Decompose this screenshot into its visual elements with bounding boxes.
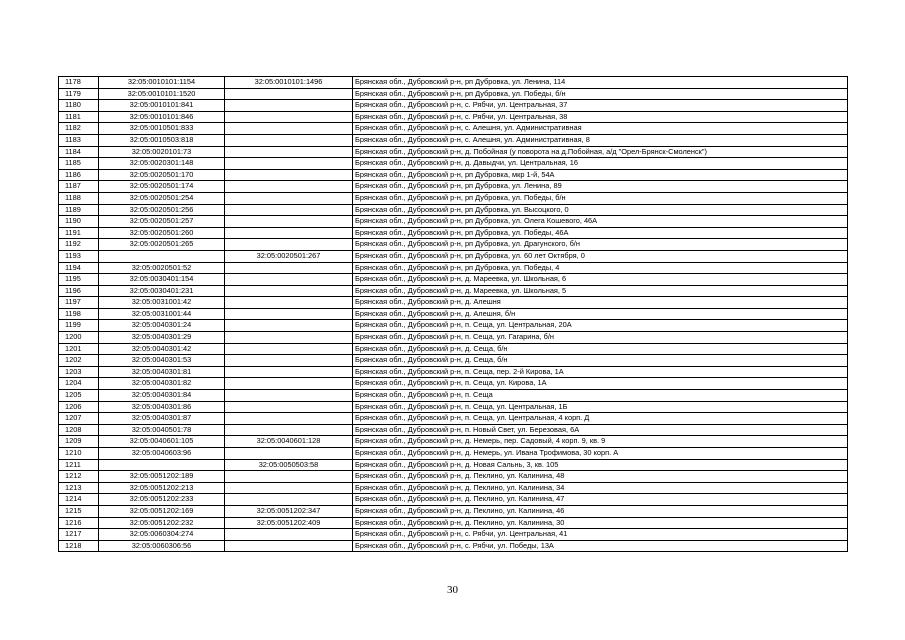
row-number-cell: 1200 <box>59 332 99 344</box>
cadastral-number-cell: 32:05:0010101:841 <box>99 100 225 112</box>
address-cell: Брянская обл., Дубровский р-н, с. Рябчи, ул. Победы, 13А <box>353 540 848 552</box>
linked-cadastral-number-cell: 32:05:0040601:128 <box>225 436 353 448</box>
row-number-cell: 1195 <box>59 274 99 286</box>
linked-cadastral-number-cell <box>225 227 353 239</box>
row-number-cell: 1214 <box>59 494 99 506</box>
cadastral-number-cell: 32:05:0010501:833 <box>99 123 225 135</box>
address-cell: Брянская обл., Дубровский р-н, рп Дубровка, ул. 60 лет Октября, 0 <box>353 250 848 262</box>
property-register-table <box>58 76 848 552</box>
cadastral-number-cell: 32:05:0040301:82 <box>99 378 225 390</box>
table-row <box>59 192 848 204</box>
row-number-cell: 1184 <box>59 146 99 158</box>
linked-cadastral-number-cell <box>225 355 353 367</box>
cadastral-number-cell: 32:05:0020501:260 <box>99 227 225 239</box>
linked-cadastral-number-cell <box>225 529 353 541</box>
address-cell: Брянская обл., Дубровский р-н, д. Пеклино, ул. Калинина, 46 <box>353 505 848 517</box>
cadastral-number-cell: 32:05:0060306:56 <box>99 540 225 552</box>
address-cell: Брянская обл., Дубровский р-н, д. Пеклино, ул. Калинина, 34 <box>353 482 848 494</box>
linked-cadastral-number-cell: 32:05:0050503:58 <box>225 459 353 471</box>
table-row <box>59 448 848 460</box>
row-number-cell: 1190 <box>59 216 99 228</box>
linked-cadastral-number-cell: 32:05:0020501:267 <box>225 250 353 262</box>
cadastral-number-cell: 32:05:0040601:105 <box>99 436 225 448</box>
cadastral-number-cell: 32:05:0040301:87 <box>99 413 225 425</box>
table-row <box>59 239 848 251</box>
cadastral-number-cell: 32:05:0051202:232 <box>99 517 225 529</box>
table-row <box>59 227 848 239</box>
row-number-cell: 1216 <box>59 517 99 529</box>
linked-cadastral-number-cell <box>225 308 353 320</box>
table-row <box>59 181 848 193</box>
address-cell: Брянская обл., Дубровский р-н, рп Дубровка, ул. Победы, б/н <box>353 192 848 204</box>
table-row <box>59 332 848 344</box>
address-cell: Брянская обл., Дубровский р-н, рп Дубровка, мкр 1-й, 54А <box>353 169 848 181</box>
address-cell: Брянская обл., Дубровский р-н, с. Рябчи, ул. Центральная, 41 <box>353 529 848 541</box>
address-cell: Брянская обл., Дубровский р-н, д. Алешня, б/н <box>353 308 848 320</box>
linked-cadastral-number-cell <box>225 482 353 494</box>
table-row <box>59 88 848 100</box>
table-row <box>59 134 848 146</box>
row-number-cell: 1208 <box>59 424 99 436</box>
cadastral-number-cell: 32:05:0031001:44 <box>99 308 225 320</box>
address-cell: Брянская обл., Дубровский р-н, рп Дубровка, ул. Победы, б/н <box>353 88 848 100</box>
linked-cadastral-number-cell: 32:05:0051202:409 <box>225 517 353 529</box>
address-cell: Брянская обл., Дубровский р-н, д. Немерь, ул. Ивана Трофимова, 30 корп. А <box>353 448 848 460</box>
linked-cadastral-number-cell <box>225 204 353 216</box>
table-row <box>59 216 848 228</box>
cadastral-number-cell: 32:05:0051202:189 <box>99 471 225 483</box>
table-row <box>59 505 848 517</box>
linked-cadastral-number-cell <box>225 448 353 460</box>
cadastral-number-cell: 32:05:0040301:84 <box>99 390 225 402</box>
address-cell: Брянская обл., Дубровский р-н, д. Алешня <box>353 297 848 309</box>
table-row <box>59 378 848 390</box>
address-cell: Брянская обл., Дубровский р-н, д. Пеклино, ул. Калинина, 48 <box>353 471 848 483</box>
row-number-cell: 1178 <box>59 77 99 89</box>
row-number-cell: 1202 <box>59 355 99 367</box>
linked-cadastral-number-cell <box>225 332 353 344</box>
linked-cadastral-number-cell <box>225 390 353 402</box>
table-row <box>59 517 848 529</box>
row-number-cell: 1207 <box>59 413 99 425</box>
table-row <box>59 274 848 286</box>
cadastral-number-cell: 32:05:0010101:846 <box>99 111 225 123</box>
linked-cadastral-number-cell <box>225 413 353 425</box>
linked-cadastral-number-cell <box>225 424 353 436</box>
linked-cadastral-number-cell <box>225 320 353 332</box>
linked-cadastral-number-cell <box>225 134 353 146</box>
linked-cadastral-number-cell <box>225 285 353 297</box>
cadastral-number-cell: 32:05:0010503:818 <box>99 134 225 146</box>
row-number-cell: 1206 <box>59 401 99 413</box>
table-row <box>59 146 848 158</box>
row-number-cell: 1210 <box>59 448 99 460</box>
row-number-cell: 1185 <box>59 158 99 170</box>
address-cell: Брянская обл., Дубровский р-н, рп Дубровка, ул. Драгунского, б/н <box>353 239 848 251</box>
cadastral-number-cell: 32:05:0030401:154 <box>99 274 225 286</box>
linked-cadastral-number-cell <box>225 123 353 135</box>
row-number-cell: 1188 <box>59 192 99 204</box>
row-number-cell: 1205 <box>59 390 99 402</box>
row-number-cell: 1193 <box>59 250 99 262</box>
row-number-cell: 1181 <box>59 111 99 123</box>
cadastral-number-cell: 32:05:0020501:254 <box>99 192 225 204</box>
row-number-cell: 1196 <box>59 285 99 297</box>
table-row <box>59 320 848 332</box>
row-number-cell: 1204 <box>59 378 99 390</box>
cadastral-number-cell: 32:05:0030401:231 <box>99 285 225 297</box>
linked-cadastral-number-cell <box>225 192 353 204</box>
linked-cadastral-number-cell <box>225 471 353 483</box>
address-cell: Брянская обл., Дубровский р-н, п. Новый Свет, ул. Березовая, 6А <box>353 424 848 436</box>
linked-cadastral-number-cell <box>225 366 353 378</box>
row-number-cell: 1218 <box>59 540 99 552</box>
address-cell: Брянская обл., Дубровский р-н, с. Алешня, ул. Административная, 8 <box>353 134 848 146</box>
linked-cadastral-number-cell <box>225 494 353 506</box>
table-row <box>59 471 848 483</box>
table-row <box>59 436 848 448</box>
table-row <box>59 343 848 355</box>
row-number-cell: 1211 <box>59 459 99 471</box>
cadastral-number-cell: 32:05:0040501:78 <box>99 424 225 436</box>
cadastral-number-cell: 32:05:0031001:42 <box>99 297 225 309</box>
row-number-cell: 1198 <box>59 308 99 320</box>
page-number: 30 <box>447 584 458 596</box>
row-number-cell: 1209 <box>59 436 99 448</box>
row-number-cell: 1179 <box>59 88 99 100</box>
cadastral-number-cell <box>99 459 225 471</box>
table-row <box>59 77 848 89</box>
cadastral-number-cell: 32:05:0040301:81 <box>99 366 225 378</box>
table-row <box>59 308 848 320</box>
row-number-cell: 1187 <box>59 181 99 193</box>
table-row <box>59 100 848 112</box>
linked-cadastral-number-cell <box>225 88 353 100</box>
linked-cadastral-number-cell <box>225 274 353 286</box>
linked-cadastral-number-cell <box>225 540 353 552</box>
address-cell: Брянская обл., Дубровский р-н, д. Сеща, б/н <box>353 355 848 367</box>
linked-cadastral-number-cell <box>225 343 353 355</box>
cadastral-number-cell: 32:05:0020501:257 <box>99 216 225 228</box>
register-table-body <box>59 77 848 552</box>
address-cell: Брянская обл., Дубровский р-н, д. Немерь, пер. Садовый, 4 корп. 9, кв. 9 <box>353 436 848 448</box>
table-row <box>59 169 848 181</box>
row-number-cell: 1180 <box>59 100 99 112</box>
linked-cadastral-number-cell <box>225 262 353 274</box>
row-number-cell: 1186 <box>59 169 99 181</box>
cadastral-number-cell: 32:05:0040603:96 <box>99 448 225 460</box>
linked-cadastral-number-cell <box>225 158 353 170</box>
linked-cadastral-number-cell <box>225 100 353 112</box>
row-number-cell: 1201 <box>59 343 99 355</box>
address-cell: Брянская обл., Дубровский р-н, д. Мареевка, ул. Школьная, 5 <box>353 285 848 297</box>
cadastral-number-cell: 32:05:0040301:29 <box>99 332 225 344</box>
row-number-cell: 1217 <box>59 529 99 541</box>
table-row <box>59 540 848 552</box>
row-number-cell: 1215 <box>59 505 99 517</box>
cadastral-number-cell: 32:05:0040301:53 <box>99 355 225 367</box>
address-cell: Брянская обл., Дубровский р-н, п. Сеща, ул. Центральная, 1Б <box>353 401 848 413</box>
cadastral-number-cell: 32:05:0020501:174 <box>99 181 225 193</box>
address-cell: Брянская обл., Дубровский р-н, д. Новая Сальнь, 3, кв. 105 <box>353 459 848 471</box>
table-row <box>59 494 848 506</box>
cadastral-number-cell: 32:05:0010101:1154 <box>99 77 225 89</box>
linked-cadastral-number-cell <box>225 401 353 413</box>
row-number-cell: 1199 <box>59 320 99 332</box>
table-row <box>59 401 848 413</box>
cadastral-number-cell: 32:05:0020501:52 <box>99 262 225 274</box>
address-cell: Брянская обл., Дубровский р-н, рп Дубровка, ул. Высоцкого, 0 <box>353 204 848 216</box>
address-cell: Брянская обл., Дубровский р-н, д. Побойная (у поворота на д.Побойная, а/д "Орел-Брянск-Смоленск") <box>353 146 848 158</box>
linked-cadastral-number-cell: 32:05:0010101:1496 <box>225 77 353 89</box>
address-cell: Брянская обл., Дубровский р-н, рп Дубровка, ул. Олега Кошевого, 46А <box>353 216 848 228</box>
table-row <box>59 123 848 135</box>
cadastral-number-cell: 32:05:0020501:265 <box>99 239 225 251</box>
table-row <box>59 158 848 170</box>
address-cell: Брянская обл., Дубровский р-н, п. Сеща, ул. Центральная, 4 корп. Д <box>353 413 848 425</box>
cadastral-number-cell: 32:05:0020501:170 <box>99 169 225 181</box>
table-row <box>59 285 848 297</box>
address-cell: Брянская обл., Дубровский р-н, д. Пеклино, ул. Калинина, 30 <box>353 517 848 529</box>
address-cell: Брянская обл., Дубровский р-н, д. Пеклино, ул. Калинина, 47 <box>353 494 848 506</box>
row-number-cell: 1189 <box>59 204 99 216</box>
address-cell: Брянская обл., Дубровский р-н, рп Дубровка, ул. Ленина, 114 <box>353 77 848 89</box>
row-number-cell: 1203 <box>59 366 99 378</box>
cadastral-number-cell: 32:05:0051202:169 <box>99 505 225 517</box>
cadastral-number-cell <box>99 250 225 262</box>
cadastral-number-cell: 32:05:0020301:148 <box>99 158 225 170</box>
address-cell: Брянская обл., Дубровский р-н, п. Сеща, пер. 2-й Кирова, 1А <box>353 366 848 378</box>
table-row <box>59 355 848 367</box>
row-number-cell: 1213 <box>59 482 99 494</box>
cadastral-number-cell: 32:05:0040301:42 <box>99 343 225 355</box>
linked-cadastral-number-cell: 32:05:0051202:347 <box>225 505 353 517</box>
table-row <box>59 111 848 123</box>
table-row <box>59 250 848 262</box>
cadastral-number-cell: 32:05:0040301:86 <box>99 401 225 413</box>
address-cell: Брянская обл., Дубровский р-н, с. Рябчи, ул. Центральная, 37 <box>353 100 848 112</box>
address-cell: Брянская обл., Дубровский р-н, д. Давыдчи, ул. Центральная, 16 <box>353 158 848 170</box>
table-row <box>59 482 848 494</box>
address-cell: Брянская обл., Дубровский р-н, рп Дубровка, ул. Победы, 46А <box>353 227 848 239</box>
address-cell: Брянская обл., Дубровский р-н, с. Рябчи, ул. Центральная, 38 <box>353 111 848 123</box>
address-cell: Брянская обл., Дубровский р-н, д. Сеща, б/н <box>353 343 848 355</box>
address-cell: Брянская обл., Дубровский р-н, рп Дубровка, ул. Ленина, 89 <box>353 181 848 193</box>
row-number-cell: 1192 <box>59 239 99 251</box>
table-row <box>59 390 848 402</box>
linked-cadastral-number-cell <box>225 146 353 158</box>
cadastral-number-cell: 32:05:0020101:73 <box>99 146 225 158</box>
table-row <box>59 459 848 471</box>
cadastral-number-cell: 32:05:0010101:1520 <box>99 88 225 100</box>
row-number-cell: 1191 <box>59 227 99 239</box>
address-cell: Брянская обл., Дубровский р-н, п. Сеща <box>353 390 848 402</box>
row-number-cell: 1183 <box>59 134 99 146</box>
linked-cadastral-number-cell <box>225 181 353 193</box>
row-number-cell: 1182 <box>59 123 99 135</box>
address-cell: Брянская обл., Дубровский р-н, с. Алешня, ул. Административная <box>353 123 848 135</box>
linked-cadastral-number-cell <box>225 169 353 181</box>
table-row <box>59 297 848 309</box>
row-number-cell: 1212 <box>59 471 99 483</box>
address-cell: Брянская обл., Дубровский р-н, п. Сеща, ул. Кирова, 1А <box>353 378 848 390</box>
linked-cadastral-number-cell <box>225 216 353 228</box>
row-number-cell: 1197 <box>59 297 99 309</box>
row-number-cell: 1194 <box>59 262 99 274</box>
address-cell: Брянская обл., Дубровский р-н, рп Дубровка, ул. Победы, 4 <box>353 262 848 274</box>
table-row <box>59 366 848 378</box>
table-row <box>59 529 848 541</box>
cadastral-number-cell: 32:05:0051202:213 <box>99 482 225 494</box>
table-row <box>59 262 848 274</box>
cadastral-number-cell: 32:05:0051202:233 <box>99 494 225 506</box>
address-cell: Брянская обл., Дубровский р-н, п. Сеща, ул. Центральная, 20А <box>353 320 848 332</box>
table-row <box>59 413 848 425</box>
cadastral-number-cell: 32:05:0060304:274 <box>99 529 225 541</box>
table-row <box>59 424 848 436</box>
linked-cadastral-number-cell <box>225 239 353 251</box>
linked-cadastral-number-cell <box>225 378 353 390</box>
linked-cadastral-number-cell <box>225 297 353 309</box>
table-row <box>59 204 848 216</box>
linked-cadastral-number-cell <box>225 111 353 123</box>
cadastral-number-cell: 32:05:0040301:24 <box>99 320 225 332</box>
cadastral-number-cell: 32:05:0020501:256 <box>99 204 225 216</box>
address-cell: Брянская обл., Дубровский р-н, п. Сеща, ул. Гагарина, б/н <box>353 332 848 344</box>
address-cell: Брянская обл., Дубровский р-н, д. Мареевка, ул. Школьная, 6 <box>353 274 848 286</box>
